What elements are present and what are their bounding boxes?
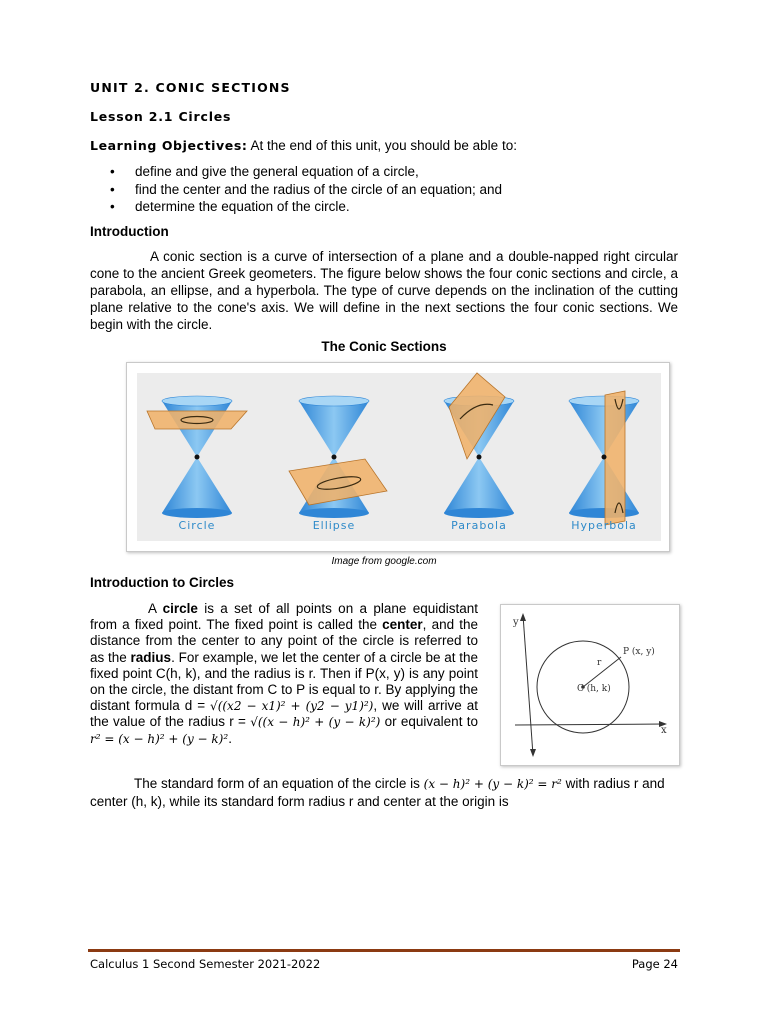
standard-form-paragraph: [90, 775, 690, 810]
standard-form-formula: (x − h)² + (y − k)² = r²: [423, 777, 562, 791]
lesson-title: Lesson 2.1 Circles: [90, 109, 232, 124]
learning-objectives-text: At the end of this unit, you should be able to:: [250, 138, 517, 153]
objective-item: • define and give the general equation of a circle,: [90, 163, 502, 181]
ellipse-label: Ellipse: [312, 519, 356, 532]
introduction-paragraph: A conic section is a curve of intersection of a plane and a double-napped right circular cone to the ancient Greek geometers. The figure below shows the four conic sections and circle, a parabola, an ellipse, and a hyperbola. The type of curve depends on the inclination of the cutting plane relative to the cone's axis. We will define in the next sections the four conic sections. We begin with the circle.: [90, 249, 678, 332]
text-run: , we will arrive at the value of the radius r =: [90, 698, 479, 730]
footer-page-number: Page 24: [631, 957, 678, 971]
y-axis: [523, 615, 533, 755]
text-run: is a set of all points on a plane equidistant from a fixed point. The fixed point is called the: [90, 601, 479, 633]
circle-diagram: [500, 604, 680, 766]
conic-sections-image: [127, 363, 669, 551]
figure-caption: Image from google.com: [331, 556, 437, 567]
figure-title: The Conic Sections: [321, 339, 447, 354]
conic-sections-figure: [126, 362, 670, 552]
learning-objectives-intro: [90, 138, 517, 153]
radius-label: r: [597, 658, 602, 668]
introduction-heading: Introduction: [90, 224, 169, 239]
text-run: The standard form of an equation of the circle is: [134, 776, 424, 791]
term-center: center: [382, 617, 423, 633]
text-run: .: [228, 730, 232, 746]
objective-item: • determine the equation of the circle.: [90, 198, 502, 216]
footer-course: Calculus 1 Second Semester 2021-2022: [90, 957, 321, 971]
text-run: with radius r and center (h, k), while its standard form radius r and center at the origin is: [90, 776, 665, 809]
footer-rule: [88, 949, 680, 952]
y-axis-label: y: [513, 617, 519, 628]
parabola-label: Parabola: [451, 519, 507, 532]
objectives-list: [90, 163, 502, 216]
center-label: C (h, k): [577, 684, 611, 694]
unit-title: UNIT 2. CONIC SECTIONS: [90, 80, 291, 95]
point-p-label: P (x, y): [623, 647, 655, 657]
term-radius: radius: [130, 649, 172, 665]
radius-formula: √((x − h)² + (y − k)²): [250, 715, 381, 730]
hyperbola-label: Hyperbola: [571, 519, 637, 532]
term-circle: circle: [162, 601, 198, 616]
text-run: A: [148, 601, 163, 616]
objective-item: • find the center and the radius of the circle of an equation; and: [90, 181, 502, 199]
text-run: . For example, we let the center of a circle be at the fixed point C(h, k), and the radius is r. Then if P(x, y) is any point on the circle, the distant from C to P is equal to r. By applying the distant formula d =: [90, 649, 479, 714]
circles-paragraph: [90, 601, 478, 747]
radius-squared-formula: r² = (x − h)² + (y − k)²: [90, 731, 229, 746]
radius-line: [583, 657, 621, 687]
circles-heading: Introduction to Circles: [90, 575, 235, 590]
text-run: or equivalent to: [380, 714, 478, 730]
text-run: , and the distance from the center to any point of the circle is referred to as the: [90, 617, 479, 665]
x-axis-label: x: [661, 725, 667, 736]
x-axis: [515, 724, 665, 725]
learning-objectives-label: Learning Objectives:: [90, 138, 248, 153]
distance-formula: √((x2 − x1)² + (y2 − y1)²): [210, 699, 374, 714]
circle-label: Circle: [178, 519, 216, 532]
circle-diagram-svg: [501, 605, 679, 765]
